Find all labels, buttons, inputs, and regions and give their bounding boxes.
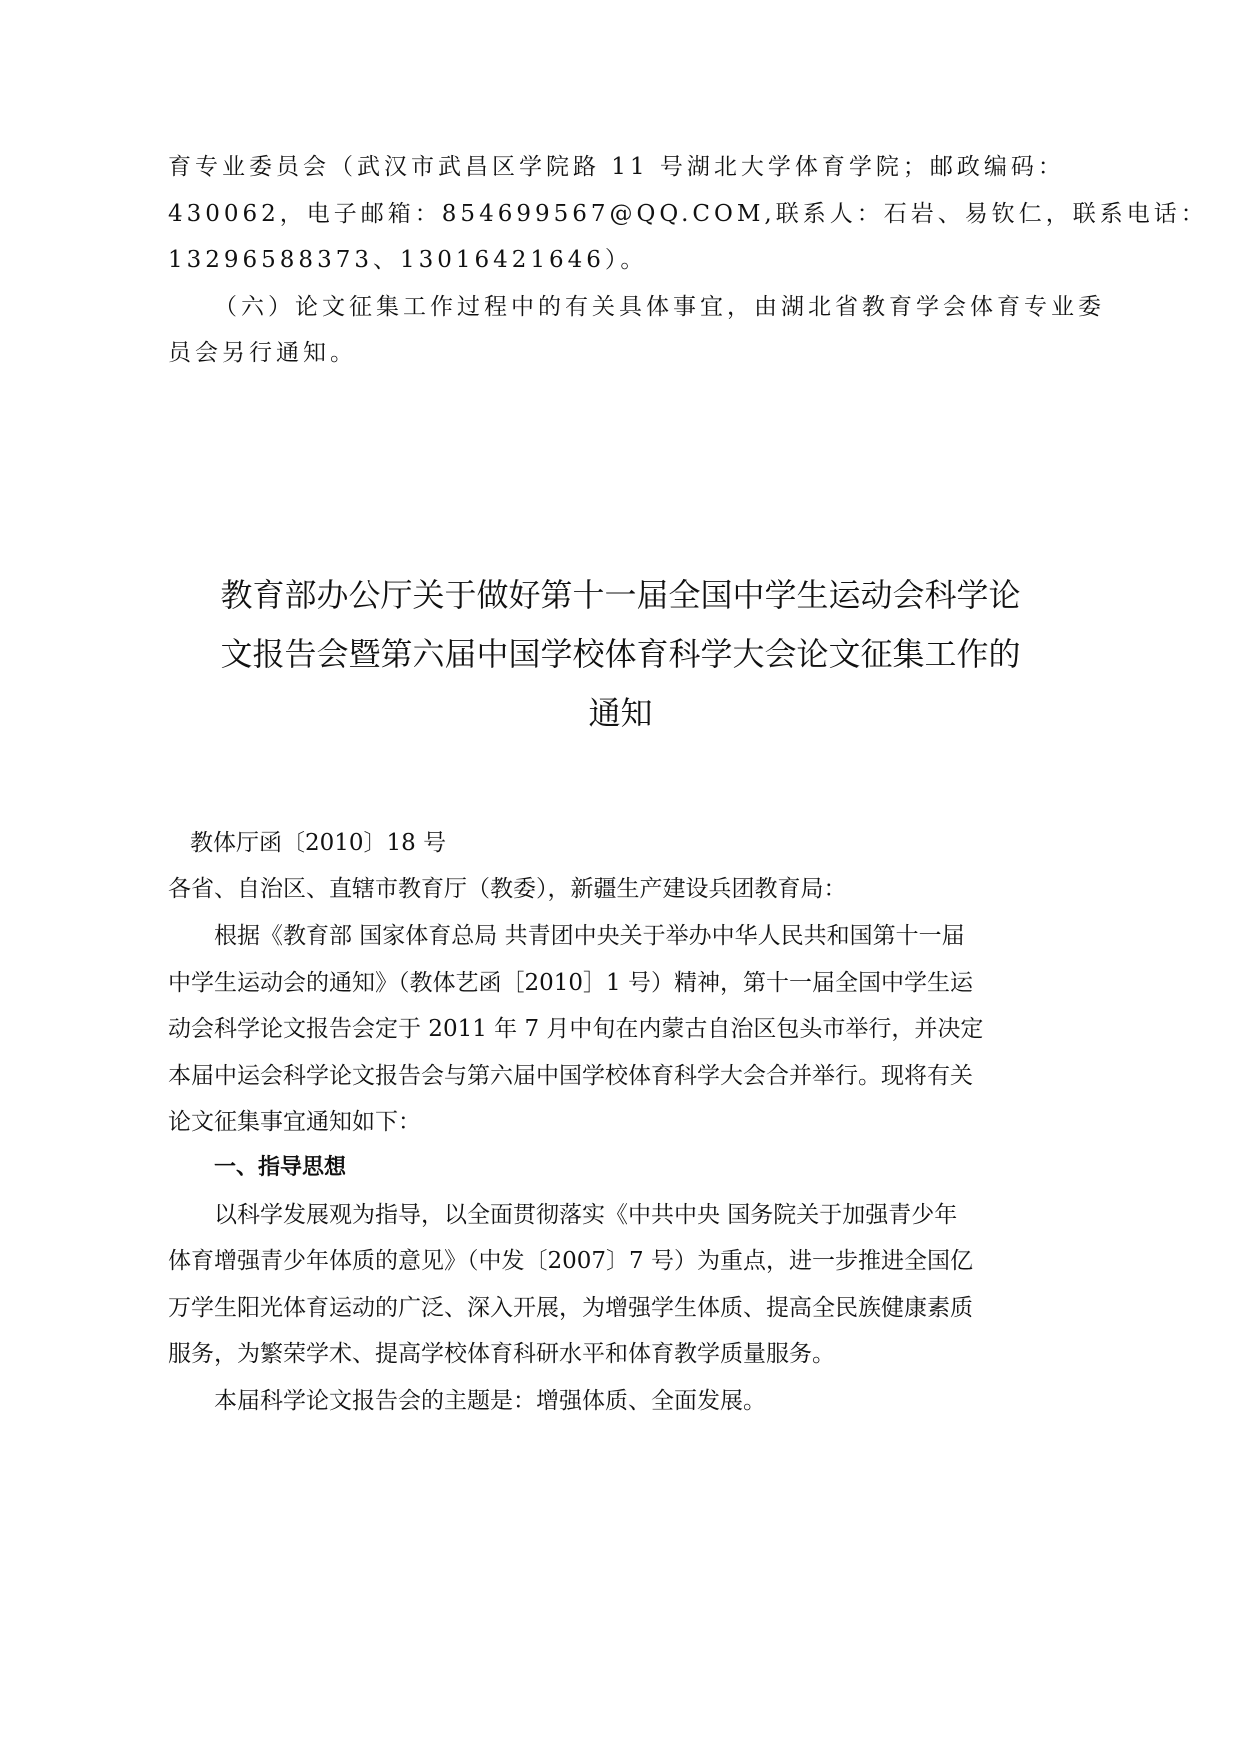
theme-line: 本届科学论文报告会的主题是：增强体质、全面发展。 xyxy=(214,1388,766,1414)
continuation-line-4: （六）论文征集工作过程中的有关具体事宜，由湖北省教育学会体育专业委 xyxy=(214,294,1105,320)
section1-line-4: 服务，为繁荣学术、提高学校体育科研水平和体育教学质量服务。 xyxy=(168,1341,835,1367)
section1-line-1: 以科学发展观为指导，以全面贯彻落实《中共中央 国务院关于加强青少年 xyxy=(214,1202,958,1228)
document-number: 教体厅函〔2010〕18 号 xyxy=(190,830,447,856)
intro-line-3: 动会科学论文报告会定于 2011 年 7 月中旬在内蒙古自治区包头市举行，并决定 xyxy=(168,1016,984,1042)
intro-line-4: 本届中运会科学论文报告会与第六届中国学校体育科学大会合并举行。现将有关 xyxy=(168,1063,973,1089)
section1-line-3: 万学生阳光体育运动的广泛、深入开展，为增强学生体质、提高全民族健康素质 xyxy=(168,1295,973,1321)
notice-title-line-2: 文报告会暨第六届中国学校体育科学大会论文征集工作的 xyxy=(220,635,1021,673)
continuation-line-3: 13296588373、13016421646）。 xyxy=(168,247,648,273)
notice-title-line-1: 教育部办公厅关于做好第十一届全国中学生运动会科学论 xyxy=(220,576,1021,614)
continuation-line-5: 员会另行通知。 xyxy=(168,340,357,366)
intro-line-5: 论文征集事宜通知如下： xyxy=(168,1109,421,1135)
intro-line-1: 根据《教育部 国家体育总局 共青团中央关于举办中华人民共和国第十一届 xyxy=(214,923,965,949)
addressee: 各省、自治区、直辖市教育厅（教委），新疆生产建设兵团教育局： xyxy=(168,876,847,902)
section-heading-guiding-ideology: 一、指导思想 xyxy=(214,1155,347,1180)
intro-line-2: 中学生运动会的通知》（教体艺函［2010］1 号）精神，第十一届全国中学生运 xyxy=(168,970,973,996)
continuation-line-2: 430062，电子邮箱：854699567@QQ.COM,联系人：石岩、易钦仁，联系电话： xyxy=(168,201,1208,227)
section1-line-2: 体育增强青少年体质的意见》（中发〔2007〕7 号）为重点，进一步推进全国亿 xyxy=(168,1248,973,1274)
continuation-line-1: 育专业委员会（武汉市武昌区学院路 11 号湖北大学体育学院；邮政编码： xyxy=(168,154,1065,180)
notice-title-line-3: 通知 xyxy=(588,694,653,732)
